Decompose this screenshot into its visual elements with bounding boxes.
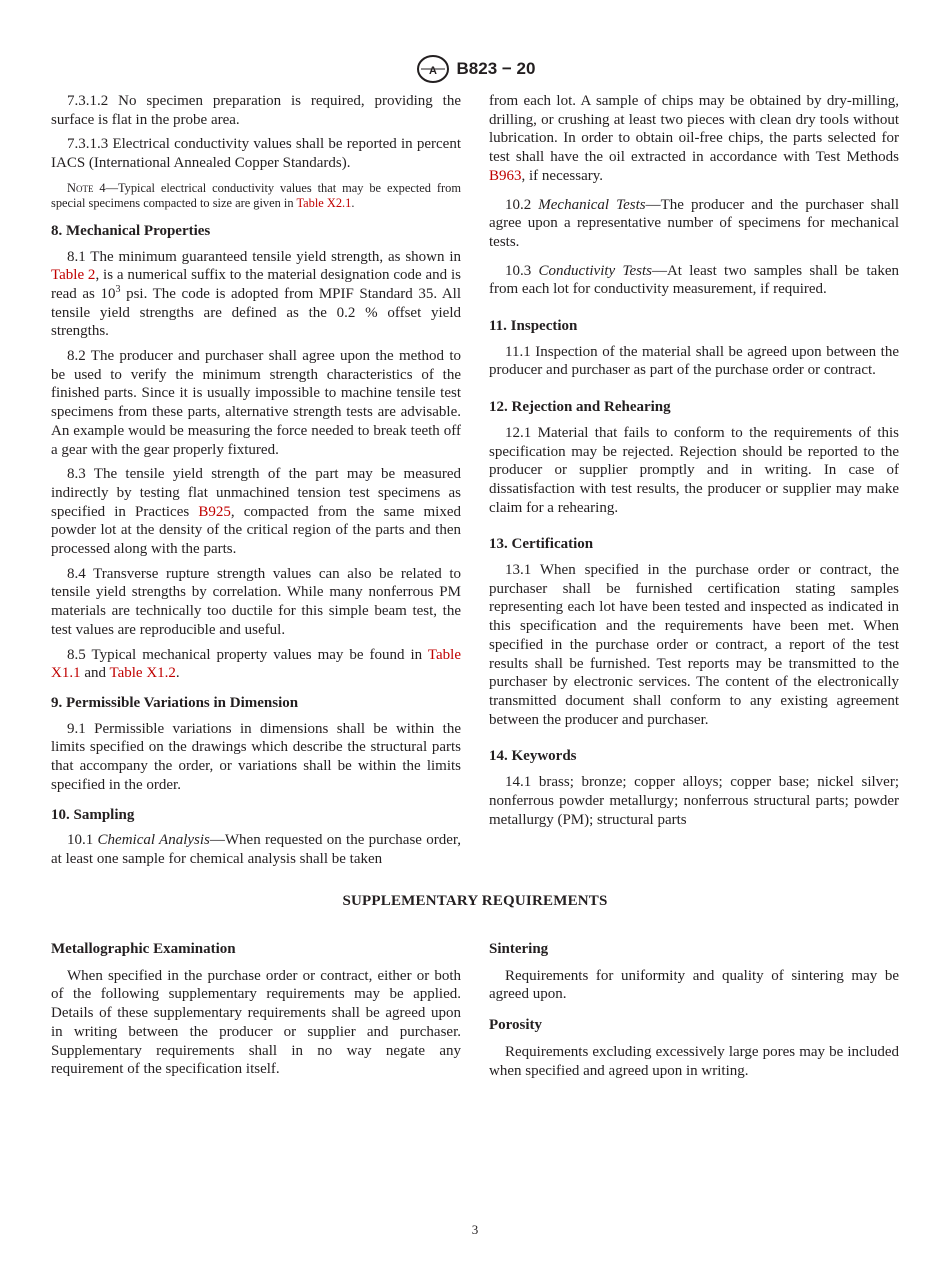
sintering-heading: Sintering bbox=[489, 941, 549, 957]
link-table-x2-1[interactable]: Table X2.1 bbox=[296, 195, 352, 210]
paragraph-8-2: 8.2 The producer and purchaser shall agree upon the method to be used to verify the minimum strength characteristics of the finished parts. Since it is usually impossible to machine tensile test specimens from these parts, alternative strength tests are advisable. An example would be measuring the force needed to break teeth off a gear with the gear properly fixtured. bbox=[51, 348, 461, 458]
link-table-2[interactable]: Table 2 bbox=[51, 267, 96, 284]
paragraph-10-1-continued: from each lot. A sample of chips may be obtained by dry-milling, drilling, or crushing at least two pieces with clean dry tools without lubrication. In order to obtain oil-free chips, the parts selected for test shall have the oil extracted in accordance with Test Methods B963, if necessary. bbox=[489, 93, 899, 184]
porosity-heading: Porosity bbox=[489, 1017, 543, 1034]
section-13-heading: 13. Certification bbox=[489, 536, 594, 553]
supplementary-left-column bbox=[51, 940, 461, 1085]
paragraph-9-1: 9.1 Permissible variations in dimensions shall be within the limits specified on the drawings which describe the structural parts that accompany the order, or variations shall be within the limits specified in the order. bbox=[51, 720, 461, 793]
paragraph-12-1: 12.1 Material that fails to conform to the requirements of this specification may be rejected. Rejection should be reported to the producer or supplier promptly and in writing. In case of dissatisfaction with test results, the producer or supplier may make claim for a rehearing. bbox=[489, 424, 899, 516]
section-14-heading: 14. Keywords bbox=[489, 748, 577, 765]
supplementary-requirements-title: SUPPLEMENTARY REQUIREMENTS bbox=[342, 893, 608, 909]
right-column bbox=[489, 92, 899, 835]
link-table-x1-1[interactable]: Table X1.1 bbox=[51, 646, 461, 682]
page-number: 3 bbox=[471, 1222, 479, 1237]
paragraph-13-1: 13.1 When specified in the purchase order or contract, the purchaser shall be furnished certification stating samples representing each lot have been tested and inspected as indicated in this specification and the requirements have been met. When specified in the purchase order or contract, a report of the test results shall be furnished. Test reports may be transmitted to the purchaser by electronic services. The content of the electronically transmitted document shall conform to any existing agreement between the producer and purchaser. bbox=[489, 562, 899, 728]
section-12-heading: 12. Rejection and Rehearing bbox=[489, 399, 671, 416]
section-8-heading: 8. Mechanical Properties bbox=[51, 222, 211, 239]
paragraph-8-4: 8.4 Transverse rupture strength values can also be related to tensile yield strengths by correlation. While many nonferrous PM materials are technically too ductile for this simple beam test, the test values are reproducible and useful. bbox=[51, 565, 461, 638]
paragraph-8-1: 8.1 The minimum guaranteed tensile yield strength, as shown in Table 2, is a numerical suffix to the material designation code and is read as $10^3$ psi. The code is adopted from MPIF Standard 35. All tensile yield strengths are defined as the 0.2 % offset yield strengths. bbox=[51, 248, 461, 340]
paragraph-8-5: 8.5 Typical mechanical property values may be found in Table X1.1 and Table X1.2. bbox=[51, 646, 461, 682]
paragraph-8-3: 8.3 The tensile yield strength of the part may be measured indirectly by testing flat unmachined tension test specimens as specified in Practices B925, compacted from the same mixed powder lot at the density of the critical region of the parts and then processed along with the parts. bbox=[51, 466, 462, 558]
paragraph-14-1: 14.1 brass; bronze; copper alloys; copper base; nickel silver; nonferrous powder metallurgy; nonferrous structural parts; powder metallurgy (PM); structural parts bbox=[489, 774, 899, 828]
paragraph-11-1: 11.1 Inspection of the material shall be agreed upon between the producer and purchaser as part of the purchase order or contract. bbox=[489, 343, 899, 379]
metallographic-text: When specified in the purchase order or contract, either or both of the following supplementary requirements may be applied. Details of these supplementary requirements shall be agreed upon in writing between the producer or supplier and purchaser. Supplementary requirements shall in no way negate any requirement of the specification itself. bbox=[51, 967, 461, 1078]
note-4: Note 4—Typical electrical conductivity values that may be expected from special specimens compacted to size are given in Table X2.1. bbox=[51, 180, 461, 210]
paragraph-7-3-1-2: 7.3.1.2 No specimen preparation is required, providing the surface is flat in the probe area. bbox=[51, 93, 461, 128]
porosity-text: Requirements excluding excessively large pores may be included when specified and agreed upon in writing. bbox=[489, 1043, 899, 1079]
document-number: B823 − 20 bbox=[456, 59, 536, 78]
astm-logo bbox=[415, 54, 451, 84]
section-10-heading: 10. Sampling bbox=[51, 806, 135, 823]
link-b925[interactable]: B925 bbox=[198, 503, 231, 520]
svg-text:A: A bbox=[428, 65, 437, 77]
paragraph-10-3: 10.3 Conductivity Tests—At least two samples shall be taken from each lot for conductivity measurement, if required. bbox=[489, 262, 899, 298]
section-11-heading: 11. Inspection bbox=[489, 318, 578, 335]
link-b963[interactable]: B963 bbox=[489, 167, 522, 184]
page-header bbox=[0, 54, 950, 84]
link-table-x1-2[interactable]: Table X1.2 bbox=[109, 665, 176, 682]
sintering-text: Requirements for uniformity and quality of sintering may be agreed upon. bbox=[489, 967, 899, 1003]
paragraph-7-3-1-3: 7.3.1.3 Electrical conductivity values shall be reported in percent IACS (International Annealed Copper Standards). bbox=[51, 136, 461, 172]
paragraph-10-2: 10.2 Mechanical Tests—The producer and the purchaser shall agree upon a representative number of specimens for mechanical tests. bbox=[489, 196, 899, 250]
metallographic-heading: Metallographic Examination bbox=[51, 941, 236, 957]
section-9-heading: 9. Permissible Variations in Dimension bbox=[51, 694, 299, 711]
note-label: Note 4 bbox=[67, 180, 106, 195]
paragraph-10-1: 10.1 Chemical Analysis—When requested on the purchase order, at least one sample for chemical analysis shall be taken bbox=[51, 832, 462, 867]
supplementary-right-column bbox=[489, 940, 899, 1086]
left-column bbox=[51, 92, 461, 875]
